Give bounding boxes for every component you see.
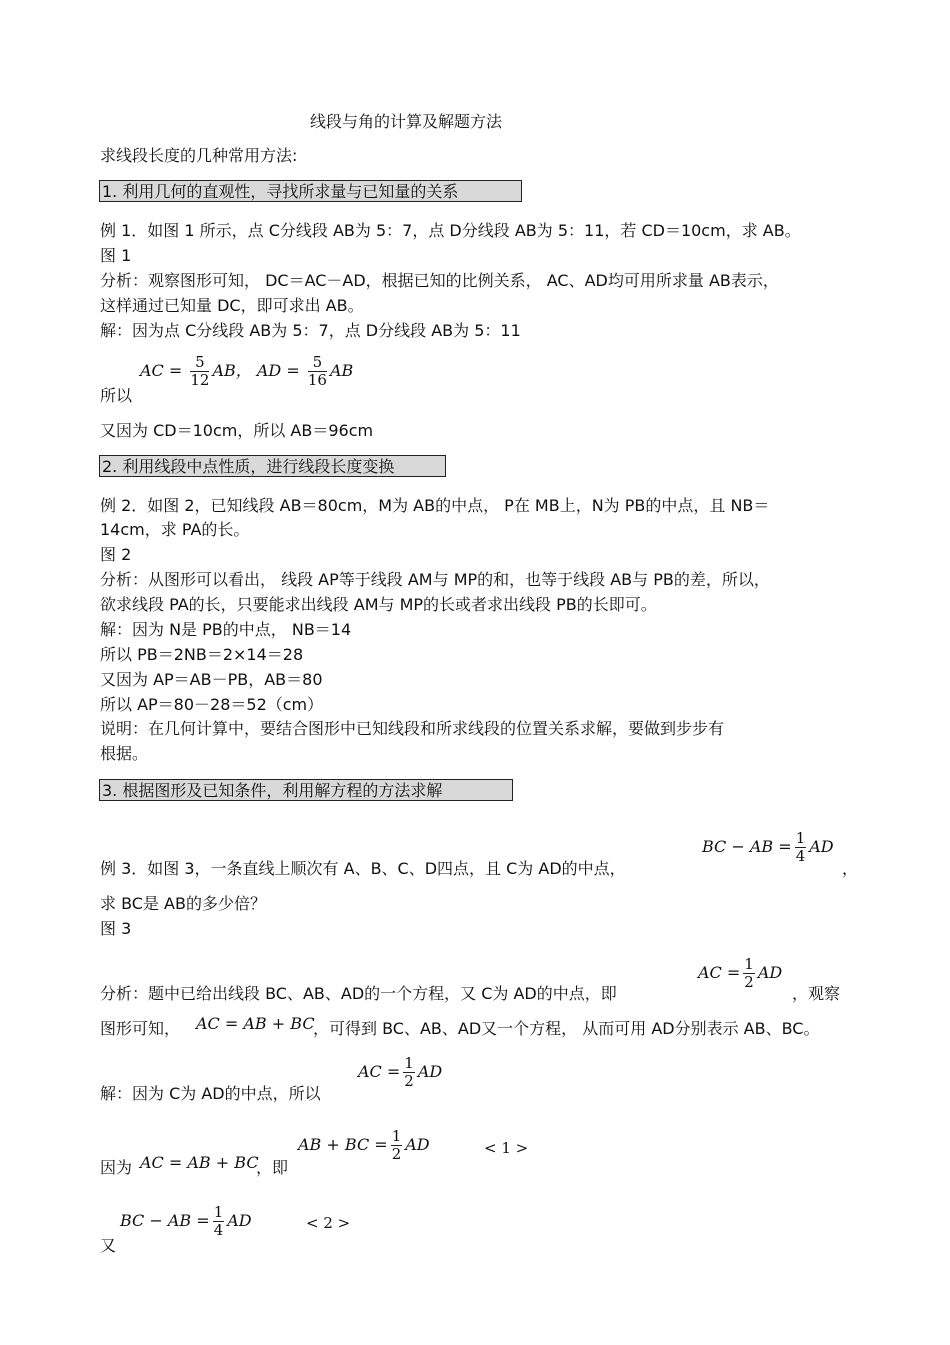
analysis-1-line-1: 分析：观察图形可知， DC＝AC－AD，根据已知的比例关系， AC、AD均可用所求量 AB表示， [100,271,779,290]
formula-bc-minus-ab: BC − AB = $\frac{1}{4}$ AD [702,829,834,865]
note-2-line-1: 说明：在几何计算中，要结合图形中已知线段和所求线段的位置关系求解，要做到步步有 [100,719,725,738]
formula-bc-minus-ab-2: BC − AB = $\frac{1}{4}$ AD [120,1203,252,1239]
figure-2-label: 图 2 [100,545,132,564]
solution-3-because: 因为 [100,1158,133,1177]
equation-tag-2: < 2 > [306,1214,351,1232]
analysis-1-line-2: 这样通过已知量 DC，即可求出 AB。 [100,296,364,315]
section-3-heading: 3. 根据图形及已知条件，利用解方程的方法求解 [99,779,513,801]
formula-ac-ad-ratio: AC = $\frac{5}{12}$ AB， AD = $\frac{5}{16}$ AB [140,353,354,389]
solution-2-line-4: 所以 AP＝80－28＝52（cm） [100,695,324,714]
example-3-line-2: 求 BC是 AB的多少倍？ [100,894,266,913]
solution-2-line-2: 所以 PB＝2NB＝2×14＝28 [100,645,304,664]
figure-3-label: 图 3 [100,919,132,938]
solution-2-line-1: 解：因为 N是 PB的中点， NB＝14 [100,620,352,639]
fraction-5-12: $\frac{5}{12}$ [190,353,210,389]
formula-ac-half-ad-2: AC = $\frac{1}{2}$ AD [358,1054,443,1090]
solution-1-therefore: 所以 [100,386,133,405]
intro-text: 求线段长度的几种常用方法: [100,146,298,165]
solution-3-also: 又 [100,1236,117,1255]
example-3-comma: ， [842,859,859,878]
example-2-line-2: 14cm，求 PA的长。 [100,520,250,539]
formula-ac-sum-1: AC = AB + BC [196,1014,315,1033]
analysis-3-observe: ，观察 [792,984,841,1003]
formula-lhs-ad: AD [256,361,282,380]
example-1-text: 例 1．如图 1 所示，点 C分线段 AB为 5：7，点 D分线段 AB为 5：11，若 CD＝10cm，求 AB。 [100,221,801,240]
analysis-3-line-2a: 图形可知， [100,1019,181,1038]
figure-1-label: 图 1 [100,246,132,265]
formula-ac-half-ad-1: AC = $\frac{1}{2}$ AD [698,955,783,991]
analysis-2-line-2: 欲求线段 PA的长，只要能求出线段 AM与 MP的长或者求出线段 PB的长即可。 [100,595,657,614]
analysis-3-line-2b: ，可得到 BC、AB、AD又一个方程， 从而可用 AD分别表示 AB、BC。 [313,1019,820,1038]
solution-3-ie: ，即 [256,1158,289,1177]
section-2-heading: 2. 利用线段中点性质，进行线段长度变换 [99,455,446,477]
fraction-5-16: $\frac{5}{16}$ [307,353,327,389]
note-2-line-2: 根据。 [100,744,149,763]
solution-3-line-1: 解：因为 C为 AD的中点，所以 [100,1084,321,1103]
section-1-heading: 1. 利用几何的直观性，寻找所求量与已知量的关系 [99,180,522,202]
page-title: 线段与角的计算及解题方法 [310,112,503,131]
solution-1-answer: 又因为 CD＝10cm，所以 AB＝96cm [100,421,374,440]
example-2-line-1: 例 2．如图 2，已知线段 AB＝80cm，M为 AB的中点， P在 MB上，N为 PB的中点，且 NB＝ [100,496,770,515]
formula-ab-plus-bc: AB + BC = $\frac{1}{2}$ AD [298,1127,430,1163]
solution-2-line-3: 又因为 AP＝AB－PB，AB＝80 [100,670,323,689]
equation-tag-1: < 1 > [484,1139,529,1157]
analysis-3-line-1: 分析：题中已给出线段 BC、AB、AD的一个方程，又 C为 AD的中点，即 [100,984,617,1003]
analysis-2-line-1: 分析：从图形可以看出， 线段 AP等于线段 AM与 MP的和，也等于线段 AB与 PB的差，所以， [100,570,770,589]
formula-lhs-ac: AC [140,361,164,380]
formula-ac-sum-2: AC = AB + BC [140,1153,259,1172]
solution-1-line-1: 解：因为点 C分线段 AB为 5：7，点 D分线段 AB为 5：11 [100,321,521,340]
example-3-line-1: 例 3．如图 3，一条直线上顺次有 A、B、C、D四点，且 C为 AD的中点， [100,859,626,878]
